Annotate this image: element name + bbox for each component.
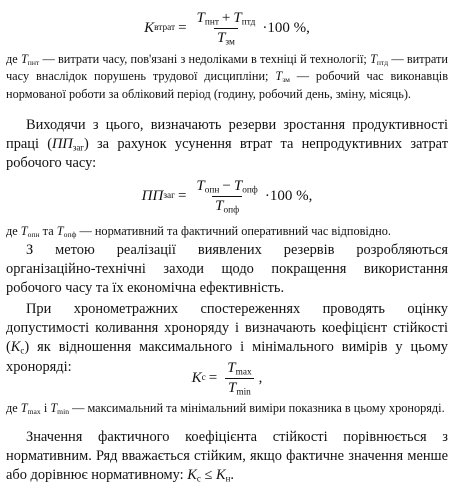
formula-symbol: K [10,339,21,356]
sentence-end: . [230,467,234,484]
formula-subscript: птд [241,17,256,28]
formula-symbol: T [227,359,236,376]
body-text: Значення фактичного коефіцієнта стійкості порівнюється з нормативним. Ряд вважається стійким, якщо фактичне значення менше або дорівнює нормативному: [6,429,448,484]
definition-text: — нормативний та фактичний оперативний час відповідно. [79,224,391,238]
formula-symbol: K [144,19,155,36]
formula-symbol: T [275,69,283,84]
definition-text: — витрати часу, пов'язані з недоліками в техніці й технології; [42,52,367,66]
equals-sign: = [208,369,218,386]
text-lead: де [6,401,18,415]
fraction [224,360,254,397]
fraction-numerator [194,10,259,28]
formula-subscript: опн [27,230,40,240]
fraction-numerator [224,360,254,378]
formula-symbol: T [228,379,237,396]
formula-tail: ·100 %, [264,187,313,204]
definition-text: — витрати часу внаслідок порушень трудової дисципліни; [6,52,448,84]
text-lead: де [6,52,18,66]
formula-symbol: ПП [141,187,164,204]
equals-sign: = [177,187,187,204]
formula-symbol: ПП [52,136,73,153]
formula-subscript: опф [223,205,240,216]
body-text: При хронометражних спостереженнях проводять оцінку допустимості коливання хронорядy і визначають коефіцієнт стійкості ( [6,301,448,356]
formula-subscript: опн [204,185,220,196]
formula-kc: K с = $\frac{T_{max}}{T_{min}}$ , [191,359,263,398]
formula-symbol: T [370,52,377,66]
fraction [194,10,259,47]
formula-symbol: T [217,29,226,46]
formula-subscript: пнт [204,17,219,28]
formula-symbol: T [56,224,64,238]
body-paragraph-4 [6,241,448,299]
formula-subscript: max [27,407,41,417]
formula-subscript: заг [72,142,84,153]
formula-k-vtrat: K втрат = $\frac{T_{пнт} + T_{птд}}{T_{зм}}$ ·100 %, [144,9,310,48]
body-paragraph-7 [6,428,448,486]
equals-sign: = [178,19,187,36]
formula-subscript: max [235,367,252,378]
formula-symbol: T [50,401,58,415]
definition-text: — робочий час виконавців нормованої роботи за обліковий період (годину, робочий день, зміну, місяць). [6,69,448,101]
body-text: ) за рахунок усунення втрат та непродуктивних затрат робочого часу: [6,136,448,172]
formula-symbol: T [20,224,28,238]
formula-symbol: T [196,177,205,194]
formula-symbol: T [196,9,205,26]
definitions-paragraph-3 [6,223,448,240]
body-text: Виходячи з цього, визначають резерви зростання продуктивності праці ( [6,117,448,153]
formula-subscript: опф [63,230,77,240]
less-equal-sign: ≤ [204,467,213,484]
formula-tail: , [258,369,263,386]
formula-symbol: K [215,467,226,484]
formula-subscript: min [57,407,70,417]
definitions-paragraph-1 [6,51,448,103]
formula-subscript: min [236,387,251,398]
formula-subscript: с [20,345,25,356]
plus-sign: + [221,9,231,26]
formula-symbol: T [233,177,243,194]
fraction-numerator [193,178,260,196]
fraction-denominator [214,28,238,47]
formula-subscript: птд [376,58,389,68]
formula-symbol: T [215,197,224,214]
formula-subscript: н [225,473,231,484]
formula-symbol: K [191,369,202,386]
body-text: З метою реалізації виявлених резервів розробляються організаційно-технічні заходи щодо покращення використання робочого часу та їх економічна ефективність. [6,242,448,297]
definitions-paragraph-6 [6,400,448,417]
formula-symbol: T [20,52,28,66]
text-connector: і [43,401,48,415]
formula-subscript: с [196,473,201,484]
formula-symbol: T [20,401,28,415]
formula-subscript: опф [242,185,258,196]
definition-text: — максимальний та мінімальний виміри показника в цьому хроноряді. [72,401,445,415]
minus-sign: − [222,177,231,194]
formula-symbol: T [233,9,242,26]
text-connector: та [42,224,54,238]
formula-symbol: K [187,467,197,484]
body-paragraph-2 [6,116,448,174]
formula-subscript: пнт [27,58,40,68]
text-lead: де [6,224,18,238]
formula-pp-zag: ПП заг = $\frac{T_{опн} - T_{опф}}{T_{опф}}$ ·100 %, [141,177,313,216]
body-text: ) як відношення максимального і мінімального вимірів у цьому хроноряді: [6,339,448,375]
formula-tail: ·100 %, [262,19,310,36]
fraction-denominator [225,378,254,397]
formula-subscript: зм [282,75,290,85]
fraction [193,178,260,215]
formula-subscript: зм [225,37,235,48]
fraction-denominator [212,196,242,215]
